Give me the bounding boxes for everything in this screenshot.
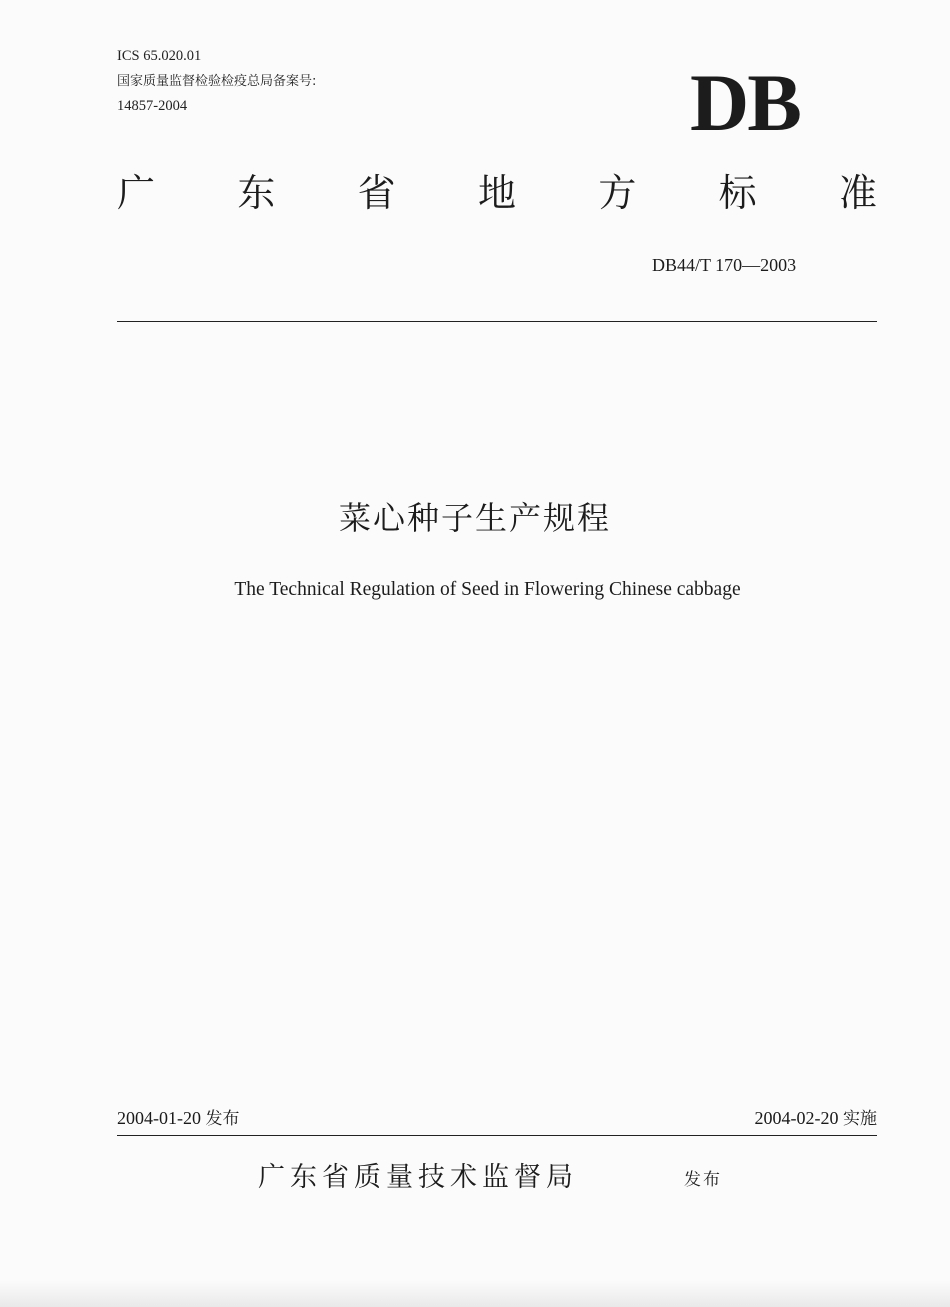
standard-type bbox=[117, 168, 877, 218]
issuer-name: 广东省质量技术监督局 bbox=[258, 1162, 578, 1193]
scan-shadow bbox=[0, 1281, 950, 1307]
standard-type-char: 东 bbox=[237, 171, 276, 215]
issue-date bbox=[117, 1106, 240, 1131]
title-chinese: 菜心种子生产规程 bbox=[338, 499, 611, 537]
standard-type-char: 地 bbox=[477, 171, 516, 215]
bottom-divider bbox=[117, 1135, 877, 1136]
implementation-date-label: 实施 bbox=[843, 1109, 877, 1129]
standard-number: DB44/T 170—2003 bbox=[652, 255, 797, 275]
issue-date-label: 发布 bbox=[205, 1109, 240, 1129]
filing-number: 14857-2004 bbox=[117, 98, 188, 114]
title-english: The Technical Regulation of Seed in Flowering Chinese cabbage bbox=[234, 579, 741, 600]
standard-type-char: 标 bbox=[718, 171, 757, 215]
header-meta bbox=[117, 44, 316, 119]
db-logo: DB bbox=[690, 57, 800, 148]
standard-type-char: 广 bbox=[117, 171, 156, 215]
issue-date-value: 2004-01-20 bbox=[117, 1108, 201, 1128]
implementation-date bbox=[755, 1106, 878, 1131]
top-divider bbox=[117, 321, 877, 322]
standard-type-char: 方 bbox=[598, 171, 637, 215]
standard-type-char: 省 bbox=[357, 171, 396, 215]
ics-code: ICS 65.020.01 bbox=[117, 48, 202, 64]
issuer-suffix: 发布 bbox=[684, 1170, 722, 1190]
filing-label: 国家质量监督检验检疫总局备案号: bbox=[117, 74, 317, 89]
standard-type-char: 准 bbox=[838, 171, 877, 215]
implementation-date-value: 2004-02-20 bbox=[754, 1108, 839, 1128]
